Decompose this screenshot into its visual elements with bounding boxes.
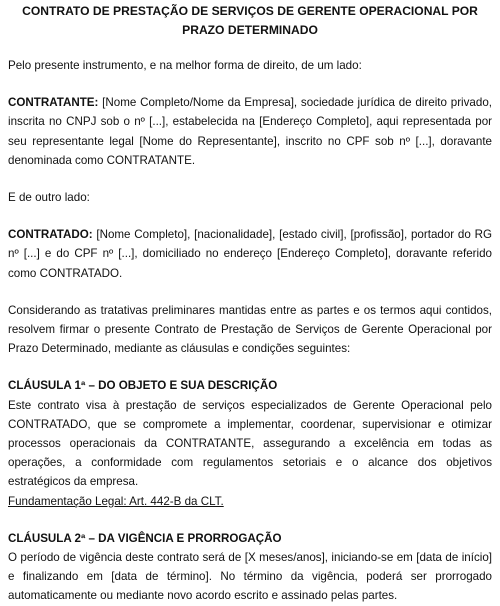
considering-paragraph: Considerando as tratativas preliminares mantidas entre as partes e os termos aqui contidos, resolvem firmar o presente Contrato de Prestação de Serviços de Gerente Operacional por Prazo Determinado, mediante as cláusulas e condições seguintes: xyxy=(8,303,492,356)
clause-2-body: O período de vigência deste contrato será de [X meses/anos], iniciando-se em [data de início] e finalizando em [data de término]. No término da vigência, poderá ser prorrogado automaticamente ou mediante novo acordo escrito e assinado pelas partes. xyxy=(8,551,492,603)
contratante-paragraph xyxy=(8,93,492,170)
clause-1-legal-basis: Fundamentação Legal: Art. 442-B da CLT. xyxy=(8,494,224,508)
clause-2-heading: CLÁUSULA 2ª – DA VIGÊNCIA E PRORROGAÇÃO xyxy=(8,531,282,545)
other-side-paragraph: E de outro lado: xyxy=(8,191,90,205)
clause-1-heading: CLÁUSULA 1ª – DO OBJETO E SUA DESCRIÇÃO xyxy=(8,379,278,393)
contratado-paragraph xyxy=(8,225,492,283)
contratante-label: CONTRATANTE: xyxy=(8,96,99,110)
clause-1-body: Este contrato visa à prestação de serviços especializados de Gerente Operacional pelo CONTRATADO, que se compromete a implementar, coordenar, supervisionar e otimizar processos operacionais da CONTRATANTE, assegurando a excelência em todas as operações, a conformidade com regulamentos setoriais e o alcance dos objetivos estratégicos da empresa. xyxy=(8,398,492,489)
contratado-text: [Nome Completo], [nacionalidade], [estado civil], [profissão], portador do RG nº [...] e do CPF nº [...], domiciliado no endereço [Endereço Completo], doravante referido como CONTRATADO. xyxy=(8,228,492,280)
document-title: CONTRATO DE PRESTAÇÃO DE SERVIÇOS DE GERENTE OPERACIONAL POR PRAZO DETERMINADO xyxy=(22,4,478,37)
contratado-label: CONTRATADO: xyxy=(8,228,93,242)
contratante-text: [Nome Completo/Nome da Empresa], sociedade jurídica de direito privado, inscrita no CNPJ sob o nº [...], estabelecida na [Endereço Completo], aqui representada por seu representante legal [Nome do Representante], inscrito no CPF sob nº [...], doravante denominada como CONTRATANTE. xyxy=(8,96,492,167)
intro-paragraph: Pelo presente instrumento, e na melhor forma de direito, de um lado: xyxy=(8,59,362,72)
